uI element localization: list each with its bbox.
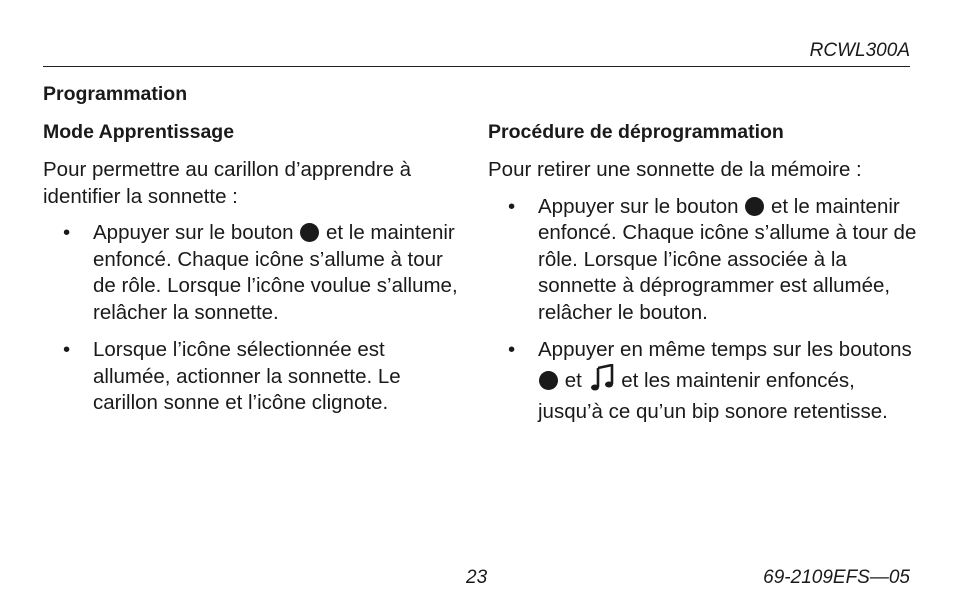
- music-note-icon: [590, 364, 614, 400]
- black-circle-button-icon: [745, 197, 764, 216]
- header-divider: [43, 66, 910, 67]
- unprogram-steps: [488, 194, 918, 426]
- document-code: 69-2109EFS—05: [763, 567, 910, 588]
- step-text-start: Appuyer sur le bouton: [93, 221, 294, 244]
- step-text-middle: et: [564, 368, 582, 392]
- step-text-end: et les maintenir enfoncés, jusqu’à ce qu’un bip sonore retentisse.: [538, 368, 888, 423]
- list-item: [488, 337, 918, 426]
- bullet-marker: •: [508, 194, 516, 218]
- unprogram-intro: Pour retirer une sonnette de la mémoire :: [488, 158, 862, 181]
- right-column: [488, 118, 918, 437]
- step-text-end: et le maintenir enfoncé. Chaque icône s’allume à tour de rôle. Lorsque l’icône voulue s’allume, relâcher la sonnette.: [93, 221, 458, 324]
- model-number: RCWL300A: [809, 40, 910, 61]
- learn-mode-steps: [43, 220, 463, 417]
- left-column: [43, 118, 463, 428]
- step-text: Lorsque l’icône sélectionnée est allumée, actionner la sonnette. Le carillon sonne et l’icône clignote.: [93, 338, 401, 414]
- bullet-marker: •: [508, 338, 516, 361]
- list-item: [43, 337, 463, 417]
- step-text-start: Appuyer en même temps sur les boutons: [538, 338, 912, 361]
- bullet-marker: •: [63, 221, 71, 244]
- list-item: [43, 220, 463, 326]
- black-circle-button-icon: [539, 371, 558, 390]
- learn-mode-intro: Pour permettre au carillon d’apprendre à identifier la sonnette :: [43, 158, 412, 208]
- learn-mode-heading: Mode Apprentissage: [43, 121, 235, 143]
- black-circle-button-icon: [300, 223, 319, 242]
- list-item: [488, 194, 918, 327]
- step-text-end: et le maintenir enfoncé. Chaque icône s’allume à tour de rôle. Lorsque l’icône associée à la sonnette à déprogrammer est allumée, relâcher le bouton.: [538, 194, 917, 324]
- page-number: 23: [466, 567, 488, 588]
- section-title: Programmation: [43, 83, 188, 105]
- step-text-start: Appuyer sur le bouton: [538, 194, 739, 218]
- bullet-marker: •: [63, 338, 71, 361]
- unprogram-heading: Procédure de déprogrammation: [488, 121, 784, 143]
